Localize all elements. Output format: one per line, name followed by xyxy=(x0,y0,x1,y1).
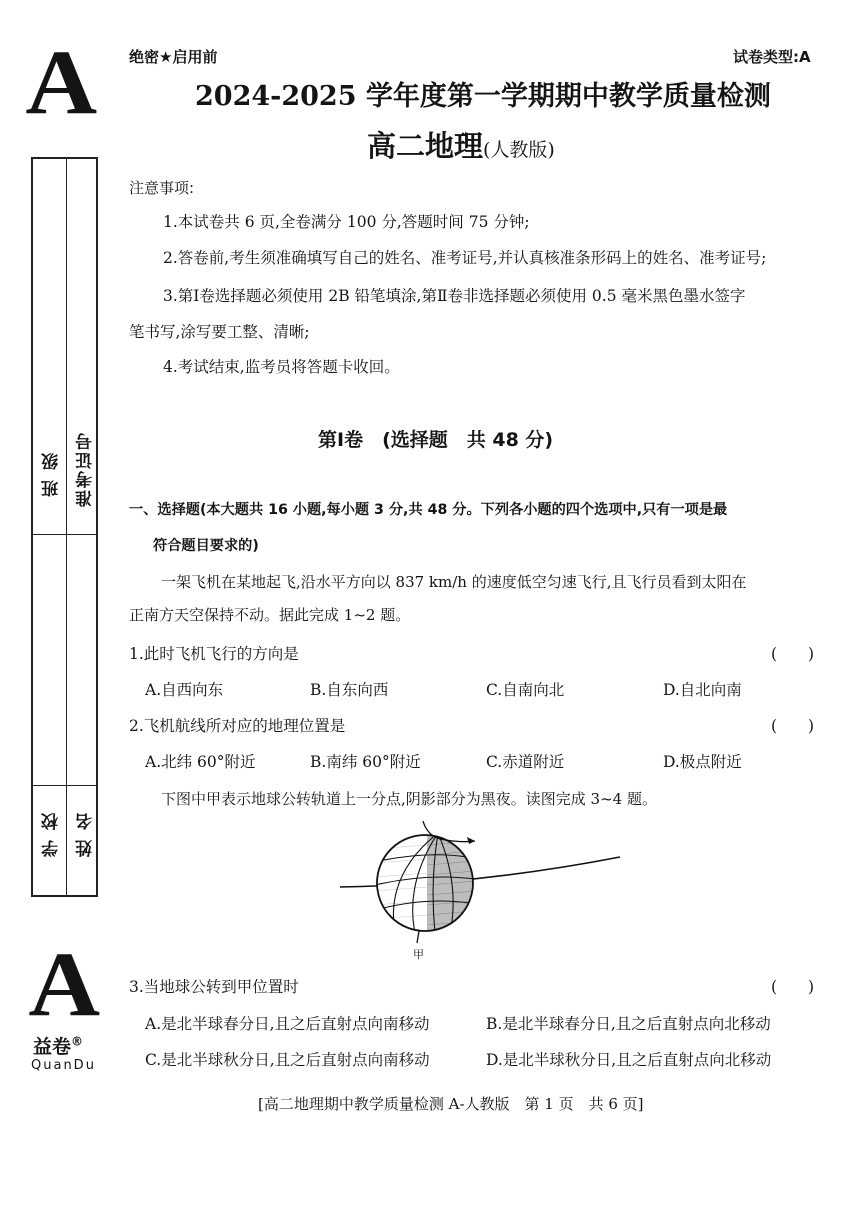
paper-type-label: 试卷类型:A xyxy=(733,48,811,66)
notice-item: 笔书写,涂写要工整、清晰; xyxy=(129,323,310,341)
option: C.自南向北 xyxy=(486,681,565,699)
brand-name-text: 益卷 xyxy=(33,1036,72,1058)
option: D.是北半球秋分日,且之后直射点向北移动 xyxy=(486,1051,772,1069)
option: C.赤道附近 xyxy=(486,753,565,771)
option: D.极点附近 xyxy=(663,753,742,771)
answer-paren: ( ) xyxy=(771,645,815,663)
earth-axis xyxy=(417,931,419,943)
subject-title xyxy=(367,124,555,165)
option: D.自北向南 xyxy=(663,681,742,699)
option: A.是北半球春分日,且之后直射点向南移动 xyxy=(145,1015,430,1033)
passage-text: 下图中甲表示地球公转轨道上一分点,阴影部分为黑夜。读图完成 3~4 题。 xyxy=(161,790,657,808)
point-label: 甲 xyxy=(413,948,424,961)
earth-orbit-figure xyxy=(335,815,635,965)
arrow-head-icon xyxy=(467,837,475,844)
subject-name: 高二地理 xyxy=(367,129,484,163)
name-label: 姓 名 xyxy=(76,811,96,857)
binding-info-table xyxy=(31,157,98,897)
subject-edition: (人教版) xyxy=(483,139,555,161)
notice-item: 3.第Ⅰ卷选择题必须使用 2B 铅笔填涂,第Ⅱ卷非选择题必须使用 0.5 毫米黑色墨水签字 xyxy=(163,287,746,305)
brand-name xyxy=(33,1032,83,1059)
binding-row-divider xyxy=(33,785,96,786)
binding-row-divider xyxy=(33,534,96,535)
main-title: 2024-2025 学年度第一学期期中教学质量检测 xyxy=(195,81,771,112)
globe xyxy=(375,833,477,933)
question-stem: 3.当地球公转到甲位置时 xyxy=(129,978,299,996)
answer-paren: ( ) xyxy=(771,978,815,996)
question-stem: 1.此时飞机飞行的方向是 xyxy=(129,645,299,663)
exam-id-label: 准考证号 xyxy=(76,431,96,507)
notice-item: 1.本试卷共 6 页,全卷满分 100 分,答题时间 75 分钟; xyxy=(163,213,530,231)
secret-label: 绝密★启用前 xyxy=(129,48,218,66)
page-footer: [高二地理期中教学质量检测 A-人教版 第 1 页 共 6 页] xyxy=(258,1095,644,1113)
option: B.南纬 60°附近 xyxy=(310,753,421,771)
passage-text: 一架飞机在某地起飞,沿水平方向以 837 km/h 的速度低空匀速飞行,且飞行员看到太阳在 xyxy=(161,573,747,591)
answer-paren: ( ) xyxy=(771,717,815,735)
option: C.是北半球秋分日,且之后直射点向南移动 xyxy=(145,1051,430,1069)
class-label: 班 级 xyxy=(42,451,62,497)
section-instruction: 一、选择题(本大题共 16 小题,每小题 3 分,共 48 分。下列各小题的四个选项中,只有一项是最 xyxy=(129,502,728,518)
paper-type-letter: A xyxy=(25,31,98,133)
section-title: 第Ⅰ卷 (选择题 共 48 分) xyxy=(318,429,554,451)
brand-letter: A xyxy=(28,933,101,1035)
notice-heading: 注意事项: xyxy=(129,179,195,197)
option: A.自西向东 xyxy=(145,681,224,699)
passage-text: 正南方天空保持不动。据此完成 1~2 题。 xyxy=(129,606,411,624)
question-stem: 2.飞机航线所对应的地理位置是 xyxy=(129,717,346,735)
school-label: 学 校 xyxy=(42,811,62,857)
registered-mark: ® xyxy=(71,1034,84,1049)
notice-item: 4.考试结束,监考员将答题卡收回。 xyxy=(163,358,400,376)
option: A.北纬 60°附近 xyxy=(145,753,256,771)
option: B.自东向西 xyxy=(310,681,389,699)
section-instruction: 符合题目要求的) xyxy=(153,538,259,554)
notice-item: 2.答卷前,考生须准确填写自己的姓名、准考证号,并认真核准条形码上的姓名、准考证号; xyxy=(163,249,767,267)
option: B.是北半球春分日,且之后直射点向北移动 xyxy=(486,1015,771,1033)
brand-latin: QuanDu xyxy=(31,1058,96,1073)
